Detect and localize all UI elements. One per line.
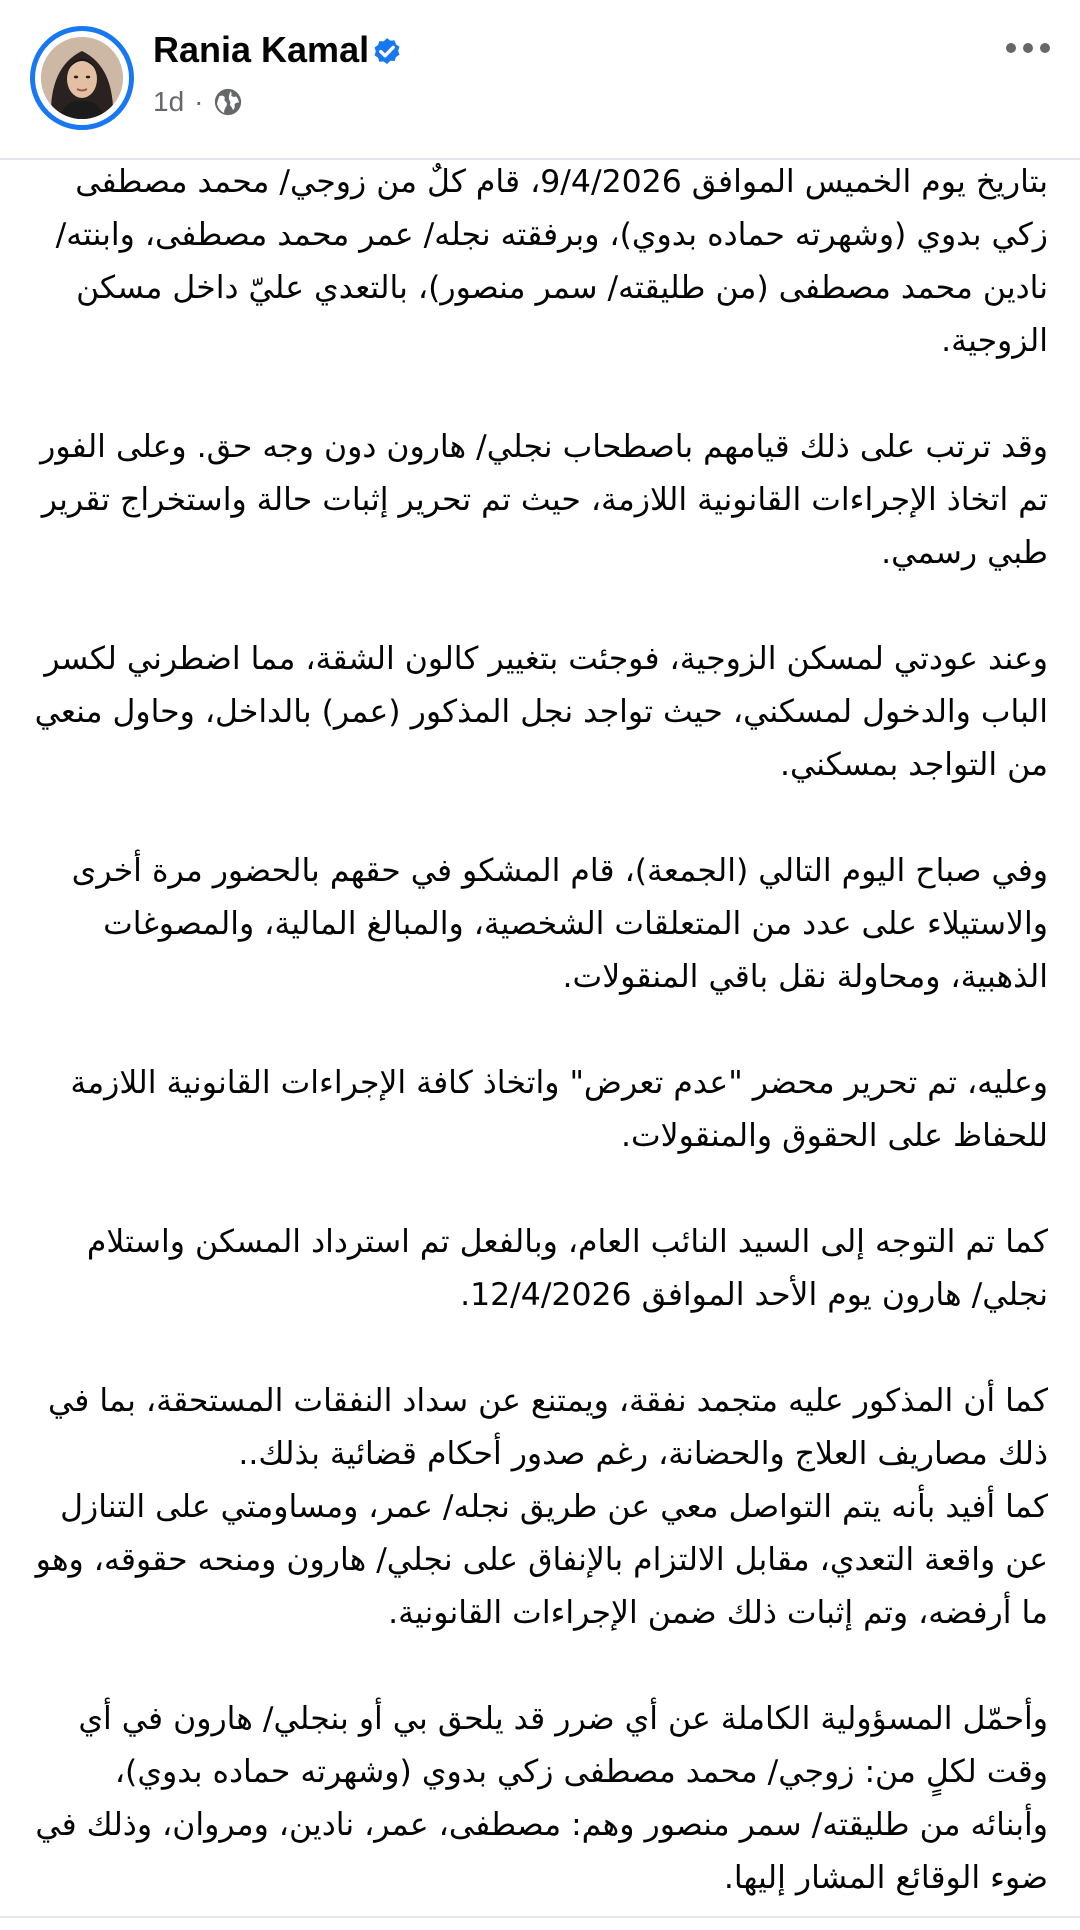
post-paragraph: وفي صباح اليوم التالي (الجمعة)، قام المشكو في حقهم بالحضور مرة أخرى والاستيلاء على عدد من المتعلقات الشخصية، والمبالغ المالية، والمصوغات الذهبية، ومحاولة نقل باقي المنقولات. [71,853,1048,995]
bottom-divider [0,1916,1080,1918]
post-paragraph: وعليه، تم تحرير محضر "عدم تعرض" واتخاذ كافة الإجراءات القانونية اللازمة للحفاظ على الحقوق والمنقولات. [70,1065,1048,1154]
more-dot [1023,43,1033,53]
paragraph-gap [28,1322,1048,1375]
author-name[interactable]: Rania Kamal [153,29,370,70]
post-header [0,0,1080,160]
post-paragraph: بتاريخ يوم الخميس الموافق 9/4/2026، قام كلٌ من زوجي/ محمد مصطفى زكي بدوي (وشهرته حماده بدوي)، وبرفقته نجله/ عمر محمد مصطفى، وابنته/ نادين محمد مصطفى (من طليقته/ سمر منصور)، بالتعدي عليّ داخل مسكن الزوجية. [55,164,1048,359]
paragraph-gap [28,1640,1048,1693]
paragraph-gap [28,1004,1048,1057]
post-paragraph: وأحمّل المسؤولية الكاملة عن أي ضرر قد يلحق بي أو بنجلي/ هارون في أي وقت لكلٍ من: زوجي/ محمد مصطفى زكي بدوي (وشهرته حماده بدوي)، وأبنائه من طليقته/ سمر منصور وهم: مصطفى، عمر، نادين، ومروان، وذلك في ضوء الوقائع المشار إليها. [35,1701,1048,1896]
avatar-image [41,37,123,119]
meta-separator: · [194,86,204,117]
globe-icon[interactable] [213,87,243,117]
post-paragraph: كما تم التوجه إلى السيد النائب العام، وبالفعل تم استرداد المسكن واستلام نجلي/ هارون يوم الأحد الموافق 12/4/2026. [86,1224,1048,1313]
post-timestamp[interactable]: 1d [153,86,185,117]
paragraph-gap [28,368,1048,421]
more-options-icon[interactable] [1000,28,1056,68]
post-paragraph: وقد ترتب على ذلك قيامهم باصطحاب نجلي/ هارون دون وجه حق. وعلى الفور تم اتخاذ الإجراءات القانونية اللازمة، حيث تم تحرير إثبات حالة واستخراج تقرير طبي رسمي. [40,429,1048,571]
more-dot [1006,43,1016,53]
paragraph-gap [28,792,1048,845]
post-meta [153,82,243,122]
verified-badge-icon [370,34,404,68]
profile-photo-icon [41,37,123,119]
more-dot [1040,43,1050,53]
post-paragraph: كما أن المذكور عليه متجمد نفقة، ويمتنع عن سداد النفقات المستحقة، بما في ذلك مصاريف العلاج والحضانة، رغم صدور أحكام قضائية بذلك.. [48,1383,1048,1472]
post-paragraph: كما أفيد بأنه يتم التواصل معي عن طريق نجله/ عمر، ومساومتي على التنازل عن واقعة التعدي، مقابل الالتزام بالإنفاق على نجلي/ هارون ومنحه حقوقه، وهو ما أرفضه، وتم إثبات ذلك ضمن الإجراءات القانونية. [35,1489,1048,1631]
post-body [28,156,1048,1905]
paragraph-gap [28,580,1048,633]
avatar[interactable] [30,26,134,130]
post-paragraph: وعند عودتي لمسكن الزوجية، فوجئت بتغيير كالون الشقة، مما اضطرني لكسر الباب والدخول لمسكني، حيث تواجد نجل المذكور (عمر) بالداخل، وحاول منعي من التواجد بمسكني. [34,641,1048,783]
paragraph-gap [28,1163,1048,1216]
